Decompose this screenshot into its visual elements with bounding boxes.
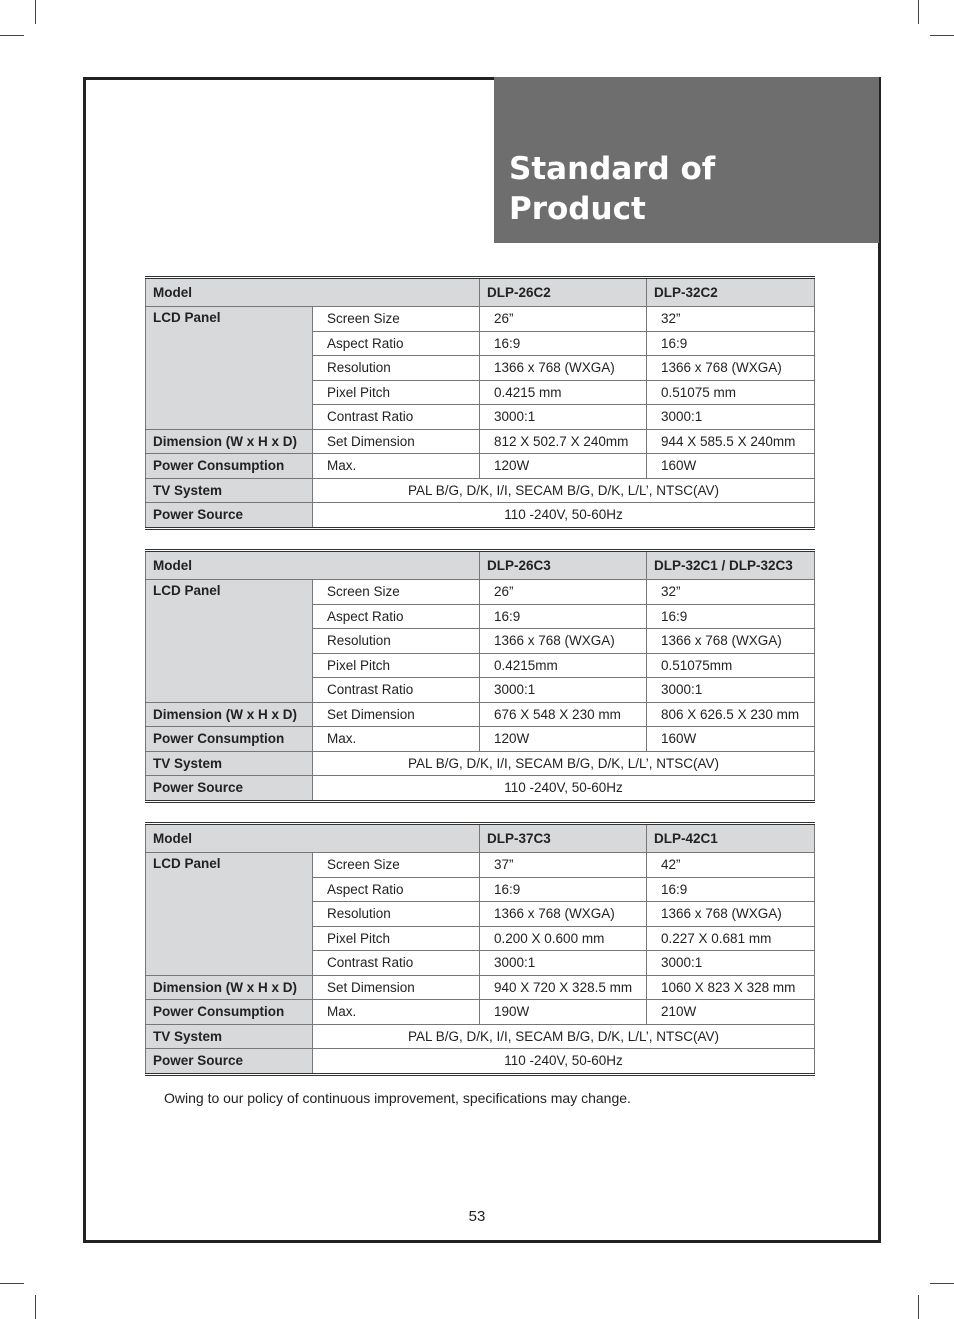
spec-value-2: 3000:1 [647,951,815,976]
dimension-label: Dimension (W x H x D) [146,975,313,1000]
spec-item: Contrast Ratio [313,951,480,976]
spec-item: Pixel Pitch [313,653,480,678]
power-label: Power Consumption [146,454,313,479]
dimension-label: Dimension (W x H x D) [146,429,313,454]
spec-value-2: 0.51075mm [647,653,815,678]
spec-value-1: 16:9 [480,331,647,356]
spec-value-2: 160W [647,727,815,752]
power-label: Power Consumption [146,1000,313,1025]
header-model-label: Model [146,824,480,853]
spec-value-1: 1366 x 768 (WXGA) [480,629,647,654]
table-row [146,702,815,727]
spec-value-1: 26” [480,580,647,605]
tv-system-value: PAL B/G, D/K, I/I, SECAM B/G, D/K, L/L’, NTSC(AV) [313,1024,815,1049]
spec-value-1: 190W [480,1000,647,1025]
power-source-label: Power Source [146,776,313,802]
crop-mark [35,1295,36,1319]
page-title: Standard of Product [509,151,716,227]
spec-item: Screen Size [313,307,480,332]
spec-value-2: 42” [647,853,815,878]
spec-item: Aspect Ratio [313,877,480,902]
spec-item: Aspect Ratio [313,604,480,629]
tv-system-value: PAL B/G, D/K, I/I, SECAM B/G, D/K, L/L’, NTSC(AV) [313,478,815,503]
table-row [146,1000,815,1025]
spec-value-1: 16:9 [480,604,647,629]
spec-value-1: 676 X 548 X 230 mm [480,702,647,727]
spec-value-1: 37” [480,853,647,878]
header-model-2: DLP-32C1 / DLP-32C3 [647,551,815,580]
spec-item: Screen Size [313,580,480,605]
lcd-panel-label: LCD Panel [146,580,313,703]
spec-item: Screen Size [313,853,480,878]
power-source-label: Power Source [146,503,313,529]
table-row [146,1049,815,1075]
table-row [146,1024,815,1049]
crop-mark [0,35,24,36]
lcd-panel-label: LCD Panel [146,307,313,430]
table-header-row [146,278,815,307]
spec-value-1: 1366 x 768 (WXGA) [480,356,647,381]
table-row [146,429,815,454]
spec-item: Pixel Pitch [313,926,480,951]
spec-value-1: 1366 x 768 (WXGA) [480,902,647,927]
spec-item: Resolution [313,902,480,927]
spec-item: Contrast Ratio [313,405,480,430]
power-source-value: 110 -240V, 50-60Hz [313,1049,815,1075]
power-source-value: 110 -240V, 50-60Hz [313,503,815,529]
spec-value-2: 0.51075 mm [647,380,815,405]
spec-value-2: 3000:1 [647,405,815,430]
crop-mark [930,1283,954,1284]
spec-item: Pixel Pitch [313,380,480,405]
spec-value-1: 0.4215 mm [480,380,647,405]
spec-value-1: 120W [480,454,647,479]
spec-item: Aspect Ratio [313,331,480,356]
spec-value-1: 0.200 X 0.600 mm [480,926,647,951]
header-model-1: DLP-26C2 [480,278,647,307]
spec-value-2: 32” [647,307,815,332]
spec-value-2: 1366 x 768 (WXGA) [647,629,815,654]
spec-item: Max. [313,1000,480,1025]
tv-system-label: TV System [146,478,313,503]
table-row [146,503,815,529]
crop-mark [918,0,919,24]
header-model-1: DLP-37C3 [480,824,647,853]
spec-item: Max. [313,454,480,479]
table-row [146,975,815,1000]
spec-value-1: 16:9 [480,877,647,902]
tv-system-label: TV System [146,751,313,776]
spec-item: Set Dimension [313,975,480,1000]
spec-table [145,822,815,1076]
table-row [146,776,815,802]
spec-value-1: 940 X 720 X 328.5 mm [480,975,647,1000]
spec-value-2: 16:9 [647,877,815,902]
spec-value-1: 812 X 502.7 X 240mm [480,429,647,454]
table-row [146,478,815,503]
power-label: Power Consumption [146,727,313,752]
spec-value-1: 0.4215mm [480,653,647,678]
spec-value-2: 944 X 585.5 X 240mm [647,429,815,454]
table-row [146,751,815,776]
spec-value-1: 26” [480,307,647,332]
header-model-2: DLP-32C2 [647,278,815,307]
spec-value-2: 3000:1 [647,678,815,703]
table-row [146,727,815,752]
table-header-row [146,824,815,853]
spec-value-2: 160W [647,454,815,479]
spec-item: Resolution [313,629,480,654]
header-model-label: Model [146,278,480,307]
header-model-1: DLP-26C3 [480,551,647,580]
spec-item: Max. [313,727,480,752]
spec-value-2: 1366 x 768 (WXGA) [647,902,815,927]
spec-value-1: 120W [480,727,647,752]
table-header-row [146,551,815,580]
lcd-panel-label: LCD Panel [146,853,313,976]
spec-value-2: 1060 X 823 X 328 mm [647,975,815,1000]
spec-value-2: 32” [647,580,815,605]
spec-value-2: 1366 x 768 (WXGA) [647,356,815,381]
spec-value-1: 3000:1 [480,405,647,430]
power-source-value: 110 -240V, 50-60Hz [313,776,815,802]
spec-item: Set Dimension [313,702,480,727]
spec-item: Resolution [313,356,480,381]
spec-value-2: 16:9 [647,604,815,629]
spec-value-2: 0.227 X 0.681 mm [647,926,815,951]
page-number: 53 [468,1208,486,1225]
tv-system-label: TV System [146,1024,313,1049]
power-source-label: Power Source [146,1049,313,1075]
crop-mark [0,1283,24,1284]
title-banner [494,77,879,243]
spec-item: Contrast Ratio [313,678,480,703]
spec-value-2: 210W [647,1000,815,1025]
table-row [146,853,815,878]
spec-value-2: 806 X 626.5 X 230 mm [647,702,815,727]
dimension-label: Dimension (W x H x D) [146,702,313,727]
spec-value-1: 3000:1 [480,951,647,976]
header-model-label: Model [146,551,480,580]
disclaimer-note: Owing to our policy of continuous improvement, specifications may change. [164,1090,631,1106]
crop-mark [930,35,954,36]
crop-mark [918,1295,919,1319]
table-row [146,454,815,479]
spec-value-1: 3000:1 [480,678,647,703]
table-row [146,580,815,605]
crop-mark [35,0,36,24]
spec-table [145,276,815,530]
spec-value-2: 16:9 [647,331,815,356]
spec-table [145,549,815,803]
header-model-2: DLP-42C1 [647,824,815,853]
tv-system-value: PAL B/G, D/K, I/I, SECAM B/G, D/K, L/L’, NTSC(AV) [313,751,815,776]
spec-item: Set Dimension [313,429,480,454]
table-row [146,307,815,332]
